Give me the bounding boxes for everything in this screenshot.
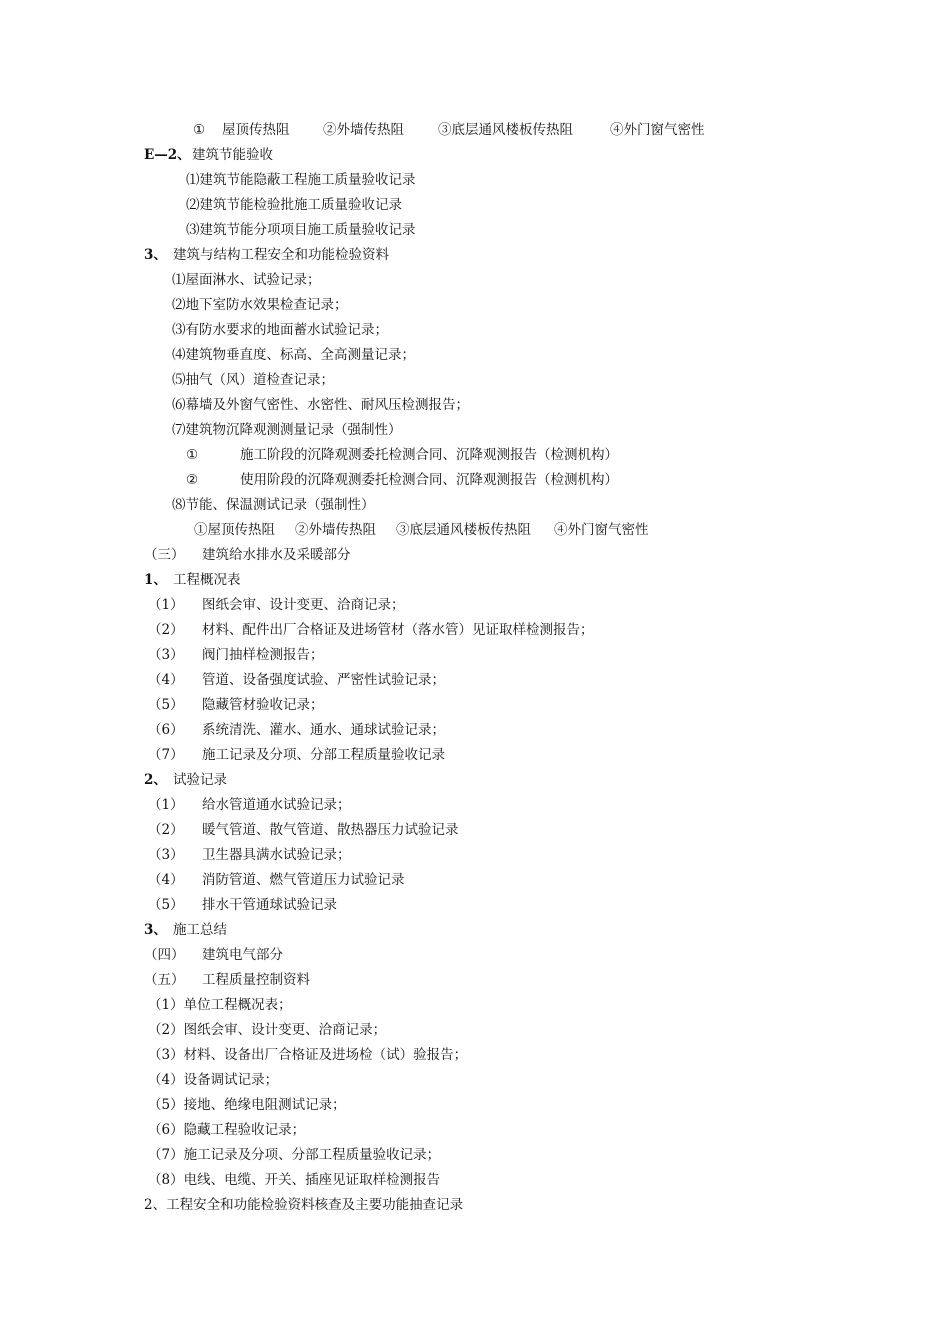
section-title: 建筑与结构工程安全和功能检验资料 [173, 247, 389, 263]
list-marker: （3） [148, 847, 184, 863]
section-number: （三） [144, 547, 185, 563]
list-marker: （1） [148, 597, 184, 613]
section-title: 建筑电气部分 [202, 947, 283, 963]
list-item-text: （3）材料、设备出厂合格证及进场检（试）验报告； [148, 1047, 468, 1063]
section-title: 建筑节能验收 [192, 147, 273, 163]
text-line [186, 196, 402, 214]
list-marker: （4） [148, 872, 184, 888]
text-line [148, 1071, 278, 1089]
list-marker: （1） [148, 797, 184, 813]
text-line [148, 996, 292, 1014]
section-title: 2、工程安全和功能检验资料核查及主要功能抽查记录 [144, 1197, 464, 1213]
list-marker: （6） [148, 722, 184, 738]
list-item-text: 系统清洗、灌水、通水、通球试验记录； [202, 722, 445, 738]
section-heading [144, 1196, 463, 1214]
list-item-text: （6）隐藏工程验收记录； [148, 1122, 306, 1138]
list-item-text: 施工记录及分项、分部工程质量验收记录 [202, 747, 445, 763]
list-item-text: ④外门窗气密性 [610, 122, 705, 138]
text-line [172, 371, 334, 389]
list-item-text: 材料、配件出厂合格证及进场管材（落水管）见证取样检测报告； [202, 622, 594, 638]
section-number: （四） [144, 947, 185, 963]
list-marker: （4） [148, 672, 184, 688]
list-item-text: ⑷建筑物垂直度、标高、全高测量记录； [172, 347, 415, 363]
list-item-text: ⑶建筑节能分项项目施工质量验收记录 [186, 222, 416, 238]
list-marker: （2） [148, 622, 184, 638]
list-marker: （3） [148, 647, 184, 663]
section-number: E—2、 [144, 147, 191, 163]
list-marker: （5） [148, 697, 184, 713]
list-marker: ① [186, 447, 199, 463]
list-item-text: ⑴建筑节能隐蔽工程施工质量验收记录 [186, 172, 416, 188]
section-number: 3、 [144, 247, 167, 263]
section-number: 2、 [144, 772, 167, 788]
list-item-text: 阀门抽样检测报告； [202, 647, 324, 663]
list-item-text: ⑺建筑物沉降观测测量记录（强制性） [172, 422, 402, 438]
list-item-text: 使用阶段的沉降观测委托检测合同、沉降观测报告（检测机构） [240, 472, 618, 488]
text-line [148, 1046, 467, 1064]
text-line [148, 1121, 305, 1139]
list-item-text: 给水管道通水试验记录； [202, 797, 351, 813]
list-item-text: ⑹幕墙及外窗气密性、水密性、耐风压检测报告； [172, 397, 469, 413]
list-item-text: 隐藏管材验收记录； [202, 697, 324, 713]
text-line [172, 346, 415, 364]
list-item-text: ⑸抽气（风）道检查记录； [172, 372, 334, 388]
list-item-text: 图纸会审、设计变更、洽商记录； [202, 597, 405, 613]
list-item-text: ②外墙传热阻 [323, 122, 404, 138]
list-item-text: （5）接地、绝缘电阻测试记录； [148, 1097, 346, 1113]
section-number: （五） [144, 972, 185, 988]
list-item-text: ⑻节能、保温测试记录（强制性） [172, 497, 375, 513]
list-item-text: （2）图纸会审、设计变更、洽商记录； [148, 1022, 387, 1038]
list-item-text: 屋顶传热阻 [222, 122, 290, 138]
section-title: 试验记录 [173, 772, 227, 788]
text-line [172, 396, 469, 414]
list-item-text: 施工阶段的沉降观测委托检测合同、沉降观测报告（检测机构） [240, 447, 618, 463]
list-item-text: ④外门窗气密性 [554, 522, 649, 538]
section-title: 工程质量控制资料 [202, 972, 310, 988]
list-item-text: ⑶有防水要求的地面蓄水试验记录； [172, 322, 388, 338]
list-item-text: ⑵地下室防水效果检查记录； [172, 297, 348, 313]
list-item-text: ⑵建筑节能检验批施工质量验收记录 [186, 197, 402, 213]
list-marker: ① [193, 122, 206, 138]
list-marker: （5） [148, 897, 184, 913]
section-title: 工程概况表 [173, 572, 241, 588]
text-line [172, 321, 388, 339]
section-number: 3、 [144, 922, 167, 938]
list-item-text: ③底层通风楼板传热阻 [438, 122, 573, 138]
list-item-text: 暖气管道、散气管道、散热器压力试验记录 [202, 822, 459, 838]
text-line [172, 271, 321, 289]
list-marker: ② [186, 472, 199, 488]
list-item-text: ①屋顶传热阻 [194, 522, 275, 538]
text-line [172, 496, 375, 514]
list-item-text: （7）施工记录及分项、分部工程质量验收记录； [148, 1147, 441, 1163]
text-line [148, 1171, 440, 1189]
section-title: 建筑给水排水及采暖部分 [202, 547, 351, 563]
list-item-text: ⑴屋面淋水、试验记录； [172, 272, 321, 288]
text-line [172, 296, 348, 314]
text-line [148, 1146, 440, 1164]
list-item-text: 消防管道、燃气管道压力试验记录 [202, 872, 405, 888]
list-marker: （2） [148, 822, 184, 838]
list-item-text: 管道、设备强度试验、严密性试验记录； [202, 672, 445, 688]
list-item-text: 卫生器具满水试验记录； [202, 847, 351, 863]
section-number: 1、 [144, 572, 167, 588]
list-item-text: ②外墙传热阻 [295, 522, 376, 538]
list-item-text: 排水干管通球试验记录 [202, 897, 337, 913]
list-item-text: （4）设备调试记录； [148, 1072, 279, 1088]
text-line [186, 221, 416, 239]
section-title: 施工总结 [173, 922, 227, 938]
text-line [148, 1096, 346, 1114]
text-line [172, 421, 402, 439]
list-item-text: （1）单位工程概况表； [148, 997, 292, 1013]
list-item-text: （8）电线、电缆、开关、插座见证取样检测报告 [148, 1172, 441, 1188]
list-item-text: ③底层通风楼板传热阻 [396, 522, 531, 538]
text-line [148, 1021, 386, 1039]
list-marker: （7） [148, 747, 184, 763]
text-line [186, 171, 416, 189]
